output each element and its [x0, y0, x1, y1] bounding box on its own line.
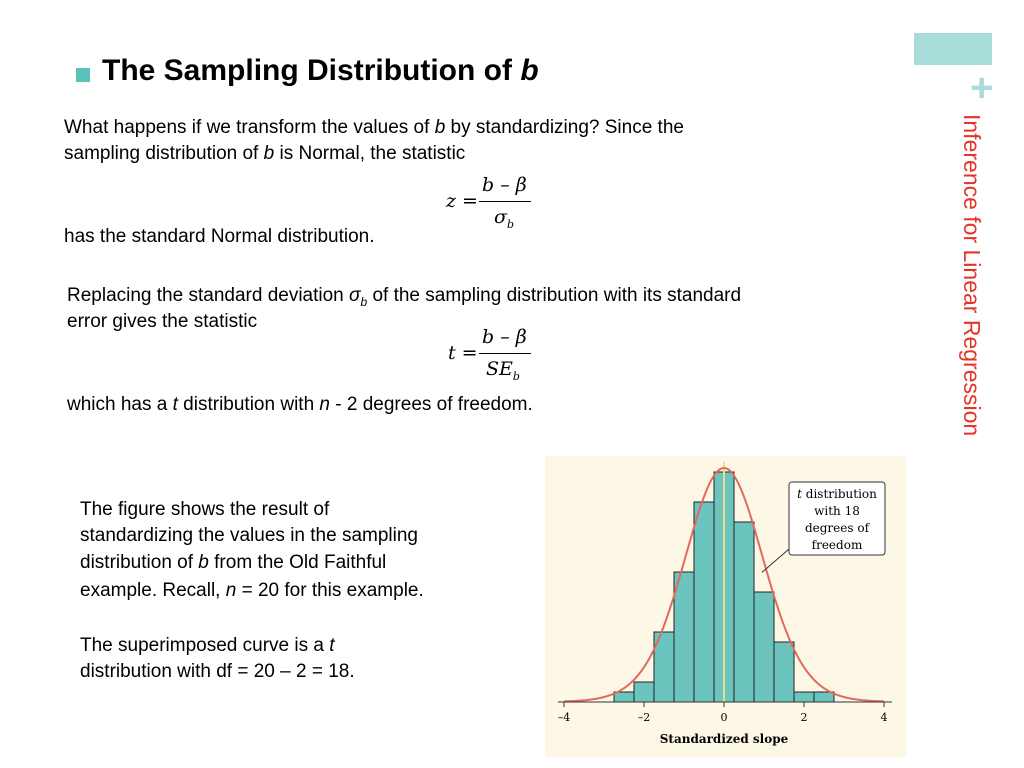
- side-title: Inference for Linear Regression: [959, 114, 985, 437]
- para3-line1: The figure shows the result of: [80, 499, 330, 520]
- para1-line1: What happens if we transform the values of b by standardizing? Since the: [64, 117, 684, 138]
- eq2-lhs: t =: [448, 342, 478, 364]
- annotation-line1: t distribution: [797, 487, 877, 501]
- histogram-bar: [754, 592, 774, 702]
- equation-t: [440, 322, 540, 388]
- x-axis-label: Standardized slope: [659, 732, 789, 746]
- annotation-pointer: [762, 549, 789, 572]
- histogram-bar: [734, 522, 754, 702]
- x-tick-label: –4: [557, 711, 571, 724]
- para3-line5: The superimposed curve is a t: [80, 635, 335, 656]
- para3-line3: distribution of b from the Old Faithful: [80, 552, 387, 573]
- equation-z: [440, 170, 540, 234]
- eq1-denominator: $\sigma_b$: [494, 206, 515, 231]
- x-tick-label: 4: [880, 711, 888, 724]
- para2-line1: Replacing the standard deviation $\sigma_b$ of the sampling distribution with its standard: [67, 285, 742, 309]
- x-tick-label: 2: [800, 711, 808, 724]
- annotation-line2: with 18: [814, 504, 860, 518]
- slide-title: [102, 54, 539, 88]
- para3-line4: example. Recall, n = 20 for this example.: [80, 580, 424, 601]
- para3-line2: standardizing the values in the sampling: [80, 525, 418, 546]
- histogram-chart: [545, 456, 906, 757]
- title-text: The Sampling Distribution of: [102, 54, 521, 87]
- plus-icon: +: [970, 66, 994, 110]
- annotation-line4: freedom: [811, 538, 863, 552]
- para3-line6: distribution with df = 20 – 2 = 18.: [80, 661, 355, 682]
- bullet-square-icon: [76, 68, 90, 82]
- eq1-lhs: z =: [446, 190, 478, 212]
- histogram-bar: [794, 692, 814, 702]
- eq1-numerator: b – β: [482, 174, 527, 196]
- histogram-bar: [674, 572, 694, 702]
- histogram-bar: [814, 692, 834, 702]
- histogram-bar: [694, 502, 714, 702]
- x-tick-label: –2: [637, 711, 651, 724]
- para1-line2: sampling distribution of b is Normal, the statistic: [64, 143, 466, 164]
- histogram-bar: [634, 682, 654, 702]
- chart-panel: [545, 456, 906, 757]
- eq2-denominator: $SE_b$: [486, 358, 520, 383]
- x-tick-label: 0: [720, 711, 728, 724]
- eq2-fraction-bar: [479, 353, 531, 354]
- corner-accent-bar: [914, 33, 992, 65]
- histogram-bar: [774, 642, 794, 702]
- title-variable: b: [520, 54, 539, 87]
- para2-line3: which has a t distribution with n - 2 degrees of freedom.: [67, 394, 533, 415]
- annotation-line3: degrees of: [804, 521, 870, 535]
- histogram-bar: [614, 692, 634, 702]
- eq2-numerator: b – β: [482, 326, 527, 348]
- para1-line3: has the standard Normal distribution.: [64, 226, 375, 247]
- para2-line2: error gives the statistic: [67, 311, 258, 332]
- eq1-fraction-bar: [479, 201, 531, 202]
